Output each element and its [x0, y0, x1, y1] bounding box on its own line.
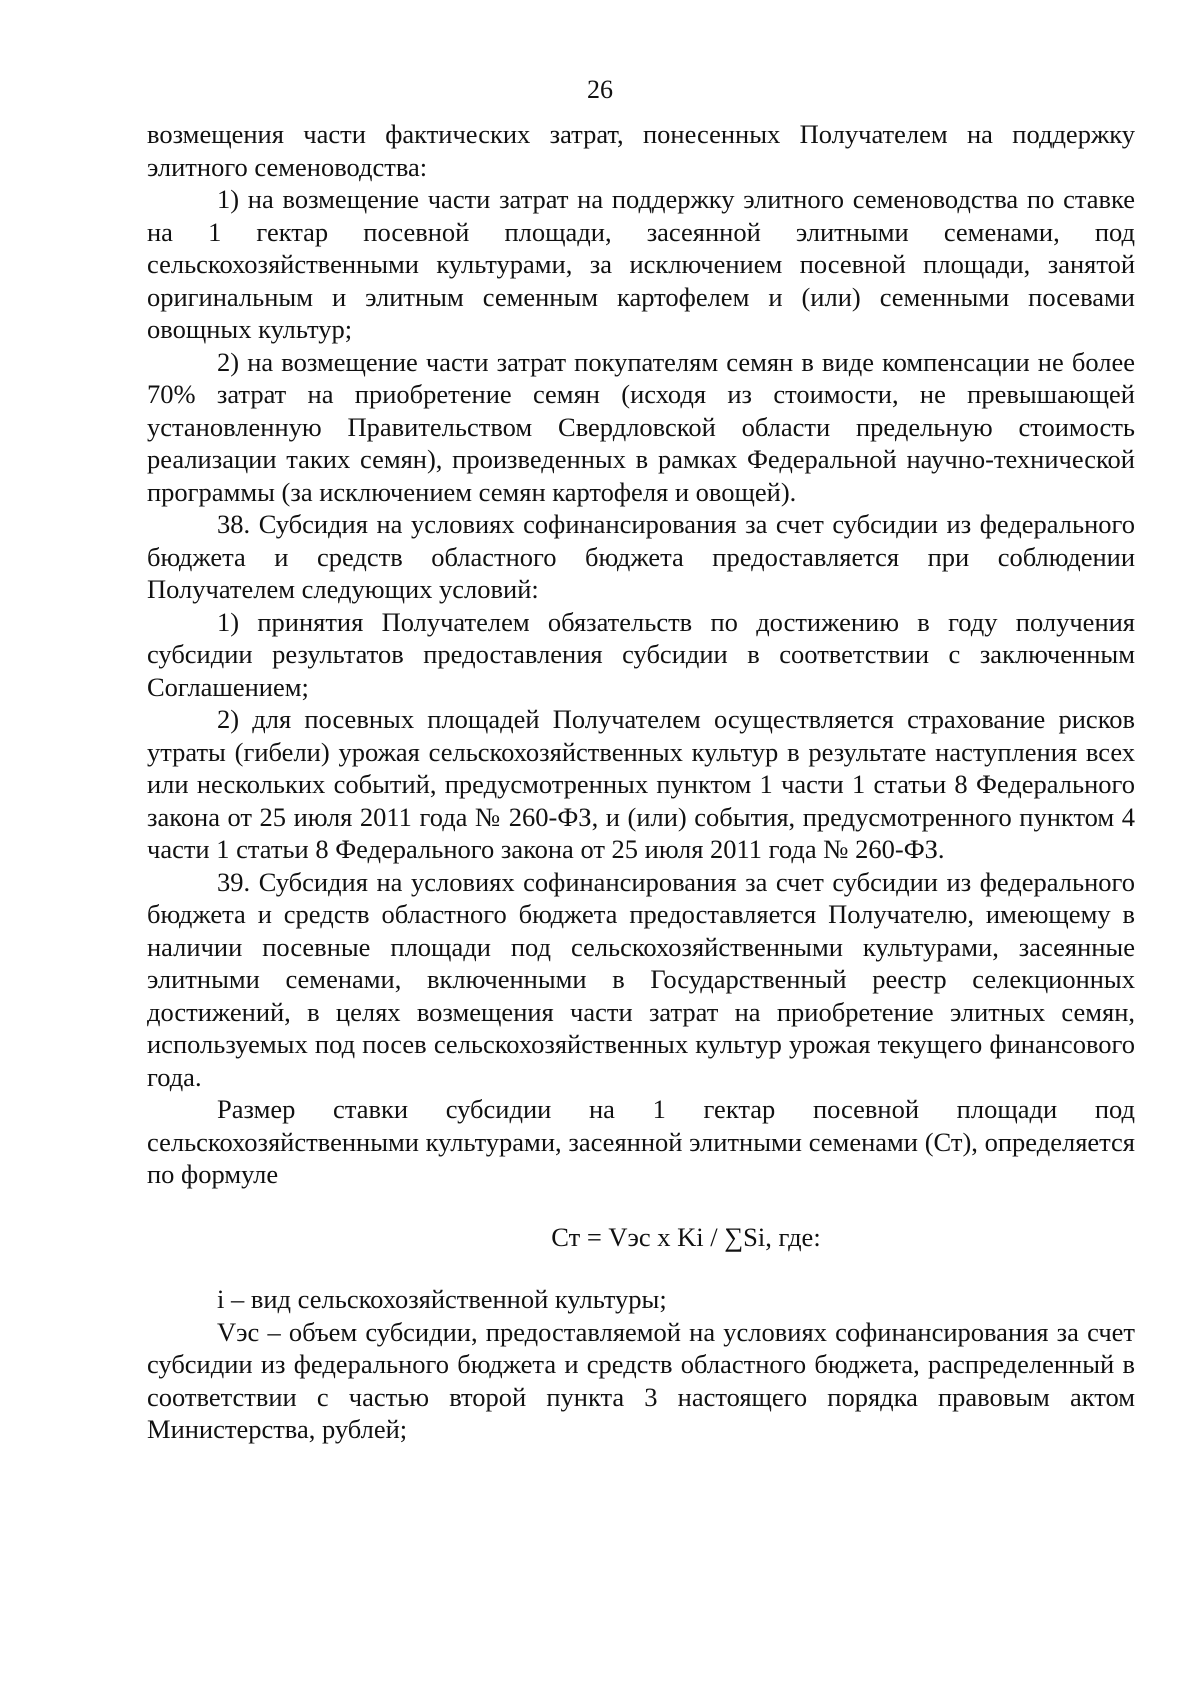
paragraph: 1) на возмещение части затрат на поддержку элитного семеноводства по ставке на 1 гектар посевной площади, засеянной элитными семенами, под сельскохозяйственными культурами, за исключением посевной площади, занятой оригинальным и элитным семенным картофелем и (или) семенными посевами овощных культур;	[147, 184, 1135, 344]
definition-item: i – вид сельскохозяйственной культуры;	[217, 1284, 667, 1314]
paragraph: Размер ставки субсидии на 1 гектар посевной площади под сельскохозяйственными культурами, засеянной элитными семенами (Ст), определяется по формуле	[147, 1094, 1135, 1189]
paragraph: 2) для посевных площадей Получателем осуществляется страхование рисков утраты (гибели) урожая сельскохозяйственных культур в результате наступления всех или нескольких событий, предусмотренных пунктом 1 части 1 статьи 8 Федерального закона от 25 июля 2011 года № 260-ФЗ, и (или) события, предусмотренного пунктом 4 части 1 статьи 8 Федерального закона от 25 июля 2011 года № 260-ФЗ.	[147, 704, 1135, 864]
paragraph: 39. Субсидия на условиях софинансирования за счет субсидии из федерального бюджета и средств областного бюджета предоставляется Получателю, имеющему в наличии посевные площади под сельскохозяйственными культурами, засеянные элитными семенами, включенными в Государственный реестр селекционных достижений, в целях возмещения части затрат на приобретение элитных семян, используемых под посев сельскохозяйственных культур урожая текущего финансового года.	[147, 866, 1135, 1092]
paragraph: 1) принятия Получателем обязательств по достижению в году получения субсидии результатов предоставления субсидии в соответствии с заключенным Соглашением;	[147, 606, 1135, 702]
definition-item: Vэс – объем субсидии, предоставляемой на условиях софинансирования за счет субсидии из федерального бюджета и средств областного бюджета, распределенный в соответствии с частью второй пункта 3 настоящего порядка правовым актом Министерства, рублей;	[147, 1316, 1135, 1444]
paragraph: 38. Субсидия на условиях софинансирования за счет субсидии из федерального бюджета и средств областного бюджета предоставляется при соблюдении Получателем следующих условий:	[147, 509, 1135, 604]
formula: Ст = Vэс x Ki / ∑Si, где:	[551, 1221, 821, 1252]
page-number: 26	[587, 75, 613, 104]
paragraph: 2) на возмещение части затрат покупателям семян в виде компенсации не более 70% затрат на приобретение семян (исходя из стоимости, не превышающей установленную Правительством Свердловской области предельную стоимость реализации таких семян), произведенных в рамках Федеральной научно-технической программы (за исключением семян картофеля и овощей).	[147, 346, 1135, 507]
document-body	[147, 118, 1135, 1446]
paragraph: возмещения части фактических затрат, понесенных Получателем на поддержку элитного семеноводства:	[147, 119, 1135, 182]
